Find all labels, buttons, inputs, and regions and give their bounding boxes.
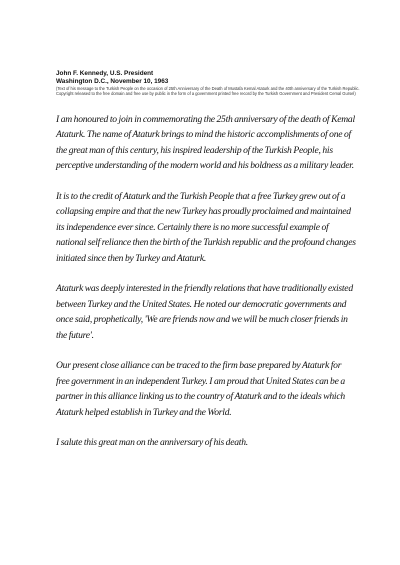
message-paragraph-5: I salute this great man on the anniversary of his death. <box>56 437 248 449</box>
document-header <box>56 70 366 96</box>
message-paragraph-2: It is to the credit of Ataturk and the Turkish People that a free Turkey grew out of a collapsing empire and that the new Turkey has proudly proclaimed and maintained its independence ever since. Certainly there is no more successful example of national self reliance then the birth of the Turkish republic and the profound changes initiated since then by Turkey and Ataturk. <box>56 191 356 264</box>
message-paragraph-4: Our present close alliance can be traced to the firm base prepared by Ataturk for free government in an independent Turkey. I am proud that United States can be a partner in this alliance linking us to the country of Ataturk and to the ideals which Ataturk helped establish in Turkey and the World. <box>56 360 345 418</box>
message-paragraph-3: Ataturk was deeply interested in the friendly relations that have traditionally existed between Turkey and the United States. He noted our democratic governments and once said, prophetically, 'We are friends now and we will be much closer friends in the future'. <box>56 283 353 341</box>
message-body <box>56 112 356 466</box>
author-line: John F. Kennedy, U.S. President <box>56 70 154 77</box>
place-date-line: Washington D.C., November 10, 1963 <box>56 78 169 85</box>
source-note: (Text of his message to the Turkish People on the occasion of 25th Anniversary of the Death of Mustafa Kemal Ataturk and the 40th anniversary of the Turkish Republic. Copyright released to the free domain and free use by public in the form of a government printed free record by the Turkish Government and President Cemal Gursel) <box>56 86 360 97</box>
message-paragraph-1: I am honoured to join in commemorating the 25th anniversary of the death of Kemal Ataturk. The name of Ataturk brings to mind the historic accomplishments of one of the great man of this century, his inspired leadership of the Turkish People, his perceptive understanding of the modern world and his boldness as a military leader. <box>56 114 355 172</box>
